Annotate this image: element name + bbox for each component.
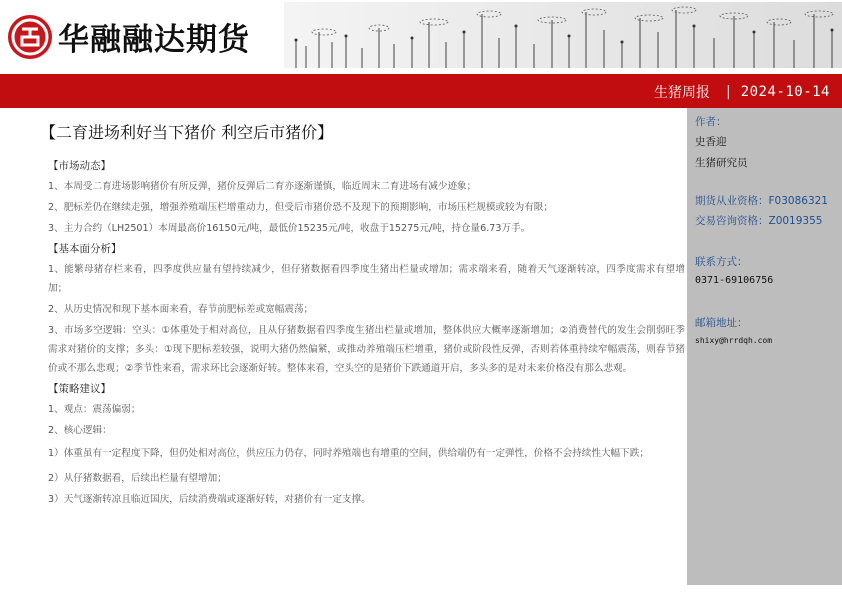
strategy-item-4: 2）从仔猪数据看，后续出栏量有望增加； [48,473,227,484]
email-address[interactable]: shixy@hrrdqh.com [695,336,773,345]
report-body [40,120,685,511]
strategy-item-1: 1、观点：震荡偏弱； [48,404,141,415]
author-label: 作者： [695,116,727,128]
consult-qualification-label: 交易咨询资格： [695,215,769,227]
section-heading-strategy: 【策略建议】 [48,383,111,395]
report-title: 【二育进场利好当下猪价 利空后市猪价】 [40,123,334,142]
strategy-item-2: 2、核心逻辑： [48,425,112,436]
contact-label: 联系方式： [695,256,748,268]
author-name: 史香迎 [695,136,727,148]
market-item-1: 1、本周受二育进场影响猪价有所反弹，猪价反弹后二育亦逐渐谨慎，临近周末二育进场有减少迹象； [48,181,477,192]
report-category: 生猪周报 [653,85,710,101]
consult-qualification-row [695,213,822,228]
futures-qualification-row [695,193,828,208]
futures-qualification-label: 期货从业资格： [695,195,769,207]
consult-qualification-value: Z0019355 [768,215,823,227]
market-item-2: 2、肥标差仍在继续走强，增强养殖端压栏增重动力，但受后市猪价恐不及现下的预期影响，市场压栏规模或较为有限； [48,202,553,213]
report-date: 2024-10-14 [740,84,830,100]
contact-phone: 0371-69106756 [695,275,774,286]
futures-qualification-value: F03086321 [768,195,828,207]
section-heading-market: 【市场动态】 [48,160,111,172]
logo-emblem-icon [8,15,52,59]
fundamental-item-1: 1、能繁母猪存栏来看，四季度供应量有望持续减少，但仔猪数据看四季度生猪出栏量或增加；需求端来看，随着天气逐渐转凉，四季度需求有望增加； [48,264,685,294]
report-type-bar [0,74,842,108]
header-banner-decoration [284,2,842,68]
author-sidebar [687,108,842,585]
report-header [0,0,842,74]
company-name: 华融融达期货 [58,22,250,58]
header-separator: | [725,84,731,100]
email-label: 邮箱地址： [695,317,748,329]
company-logo [8,14,250,59]
fundamental-item-3: 3、市场多空逻辑：空头：①体重处于相对高位，且从仔猪数据看四季度生猪出栏量或增加，整体供应大概率逐渐增加；②消费替代的发生会削弱旺季需求对猪价的支撑；多头：①现下肥标差较强，说明大猪仍然偏紧，或推动养殖端压栏增重，猪价或阶段性反弹，否则若体重持续窄幅震荡，则春节猪价或不那么悲观；②季节性来看，需求环比会逐渐好转。整体来看，空头空的是猪价下跌通道开启，多头多的是对未来价格没有那么悲观。 [48,325,685,374]
strategy-item-5: 3）天气逐渐转凉且临近国庆，后续消费端或逐渐好转，对猪价有一定支撑。 [48,494,371,505]
fundamental-item-2: 2、从历史情况和现下基本面来看，春节前肥标差或宽幅震荡； [48,304,314,315]
author-title: 生猪研究员 [695,157,748,169]
market-item-3: 3、主力合约（LH2501）本周最高价16150元/吨，最低价15235元/吨，收盘于15275元/吨，持仓量6.73万手。 [48,223,531,234]
strategy-item-3: 1）体重虽有一定程度下降，但仍处相对高位，供应压力仍存，同时养殖端也有增重的空间，供给端仍有一定弹性，价格不会持续性大幅下跌； [48,448,649,459]
section-heading-fundamental: 【基本面分析】 [48,243,122,255]
